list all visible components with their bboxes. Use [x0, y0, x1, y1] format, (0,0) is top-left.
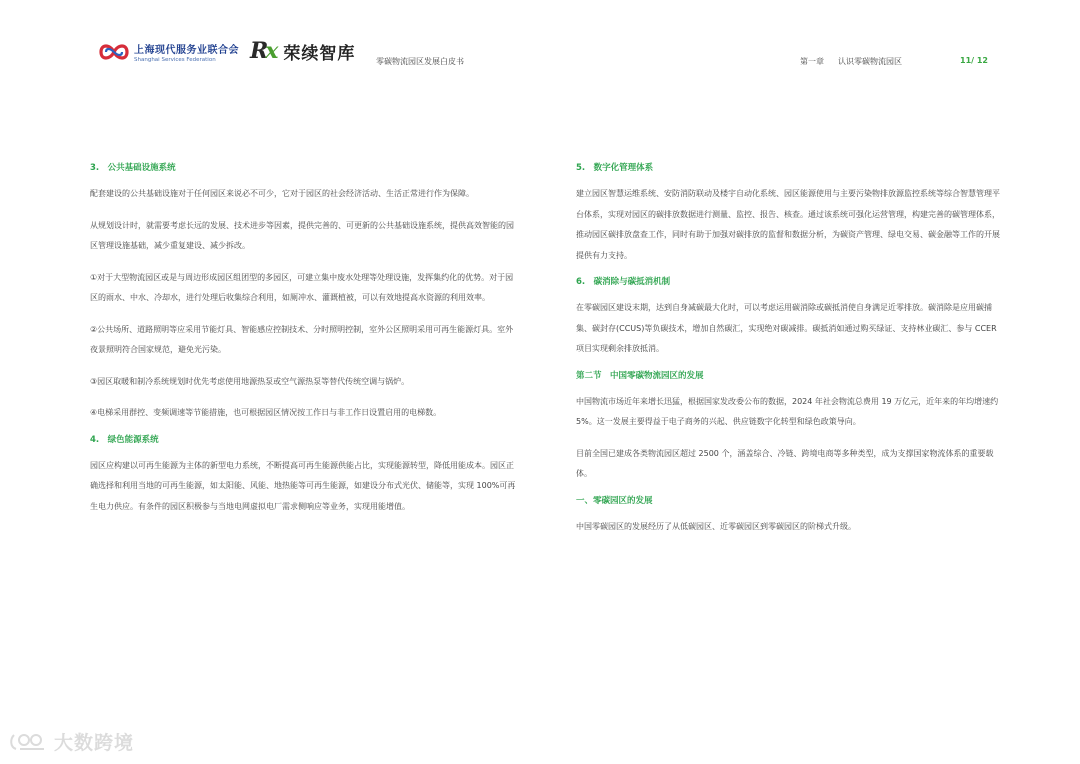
- rongxu-logo: [250, 38, 355, 64]
- ssf-logo-name-cn: 上海现代服务业联合会: [134, 45, 239, 56]
- document-title: 零碳物流园区发展白皮书: [376, 57, 464, 66]
- watermark: [8, 728, 134, 755]
- paragraph: 中国物流市场近年来增长迅猛，根据国家发改委公布的数据，2024 年社会物流总费用 19 万亿元，近年来的年均增速约 5%。这一发展主要得益于电子商务的兴起、供应链数字化转型和绿色政策导向。: [576, 396, 999, 426]
- paragraph: 配套建设的公共基础设施对于任何园区来说必不可少，它对于园区的社会经济活动、生活正常进行作为保障。: [90, 189, 474, 198]
- paragraph: ③园区取暖和制冷系统规划时优先考虑使用地源热泵或空气源热泵等替代传统空调与锅炉。: [90, 376, 410, 386]
- section-heading-carbon-offset: 6. 碳消除与碳抵消机制: [576, 277, 671, 287]
- section-heading-public-infrastructure: 3. 公共基础设施系统: [90, 163, 176, 173]
- paragraph: ②公共场所、道路照明等应采用节能灯具、智能感应控制技术、分时照明控制，室外公区照明采用可再生能源灯具。室外夜景照明符合国家规范，避免光污染。: [90, 324, 514, 354]
- chapter-name: 认识零碳物流园区: [838, 57, 902, 66]
- rongxu-logo-icon: Rx: [250, 38, 276, 64]
- ssf-logo-name-en: Shanghai Services Federation: [134, 57, 216, 63]
- ssf-logo: [98, 40, 239, 64]
- paragraph: ①对于大型物流园区或是与周边形成园区组团型的多园区，可建立集中废水处理等处理设施，发挥集约化的优势。对于园区的雨水、中水、冷却水，进行处理后收集综合利用，如厕冲水、灌溉植被，可以有效地提高水资源的利用效率。: [90, 272, 514, 302]
- paragraph: 园区应构建以可再生能源为主体的新型电力系统，不断提高可再生能源供能占比，实现能源转型，降低用能成本。园区正确选择和利用当地的可再生能源，如太阳能、风能、地热能等可再生能源，如建设分布式光伏、储能等，实现 100%可再生电力供应。有条件的园区积极参与当地电网虚拟电厂需求侧响应等业务，实现用能增值。: [90, 460, 516, 511]
- page-number: 11/ 12: [960, 56, 988, 65]
- watermark-logo-icon: [8, 731, 50, 753]
- ssf-logo-icon: [98, 40, 130, 64]
- right-column: [576, 158, 1006, 537]
- section-heading-zero-carbon-development: 一、零碳园区的发展: [576, 495, 653, 506]
- left-column: [90, 158, 520, 517]
- rongxu-logo-name: 荣续智库: [283, 43, 356, 64]
- paragraph: 从规划设计时，就需要考虑长远的发展、技术进步等因素，提供完善的、可更新的公共基础设施系统，提供高效智能的园区管理设施基础，减少重复建设、减少拆改。: [90, 220, 514, 250]
- watermark-text: 大数跨境: [54, 732, 135, 754]
- paragraph: 中国零碳园区的发展经历了从低碳园区、近零碳园区到零碳园区的阶梯式升级。: [576, 521, 856, 531]
- section-heading-green-energy: 4. 绿色能源系统: [90, 434, 159, 445]
- page-header: [0, 36, 1080, 76]
- section-heading-chapter-2: 第二节 中国零碳物流园区的发展: [576, 370, 704, 381]
- paragraph: 建立园区智慧运维系统、安防消防联动及楼宇自动化系统、园区能源使用与主要污染物排放源监控系统等综合智慧管理平台体系，实现对园区的碳排放数据进行测量、监控、报告、核查。通过该系统可强化运营管理，构建完善的碳管理体系，推动园区碳排放盘查工作，同时有助于加强对碳排放的监督和数据分析，为碳资产管理、绿电交易、碳金融等工作的开展提供有力支持。: [576, 189, 1000, 260]
- paragraph: ④电梯采用群控、变频调速等节能措施，也可根据园区情况按工作日与非工作日设置启用的电梯数。: [90, 408, 442, 417]
- section-heading-digital-management: 5. 数字化管理体系: [576, 163, 654, 173]
- paragraph: 在零碳园区建设末期，达到自身减碳最大化时，可以考虑运用碳消除或碳抵消使自身满足近零排放。碳消除是应用碳捕集、碳封存(CCUS)等负碳技术，增加自然碳汇，实现绝对碳减排。碳抵消如通过购买绿证、支持林业碳汇、参与 CCER 项目实现剩余排放抵消。: [576, 303, 997, 353]
- paragraph: 目前全国已建成各类物流园区超过 2500 个，涵盖综合、冷链、跨境电商等多种类型，成为支撑国家物流体系的重要载体。: [576, 448, 994, 478]
- chapter-label: 第一章: [800, 57, 824, 66]
